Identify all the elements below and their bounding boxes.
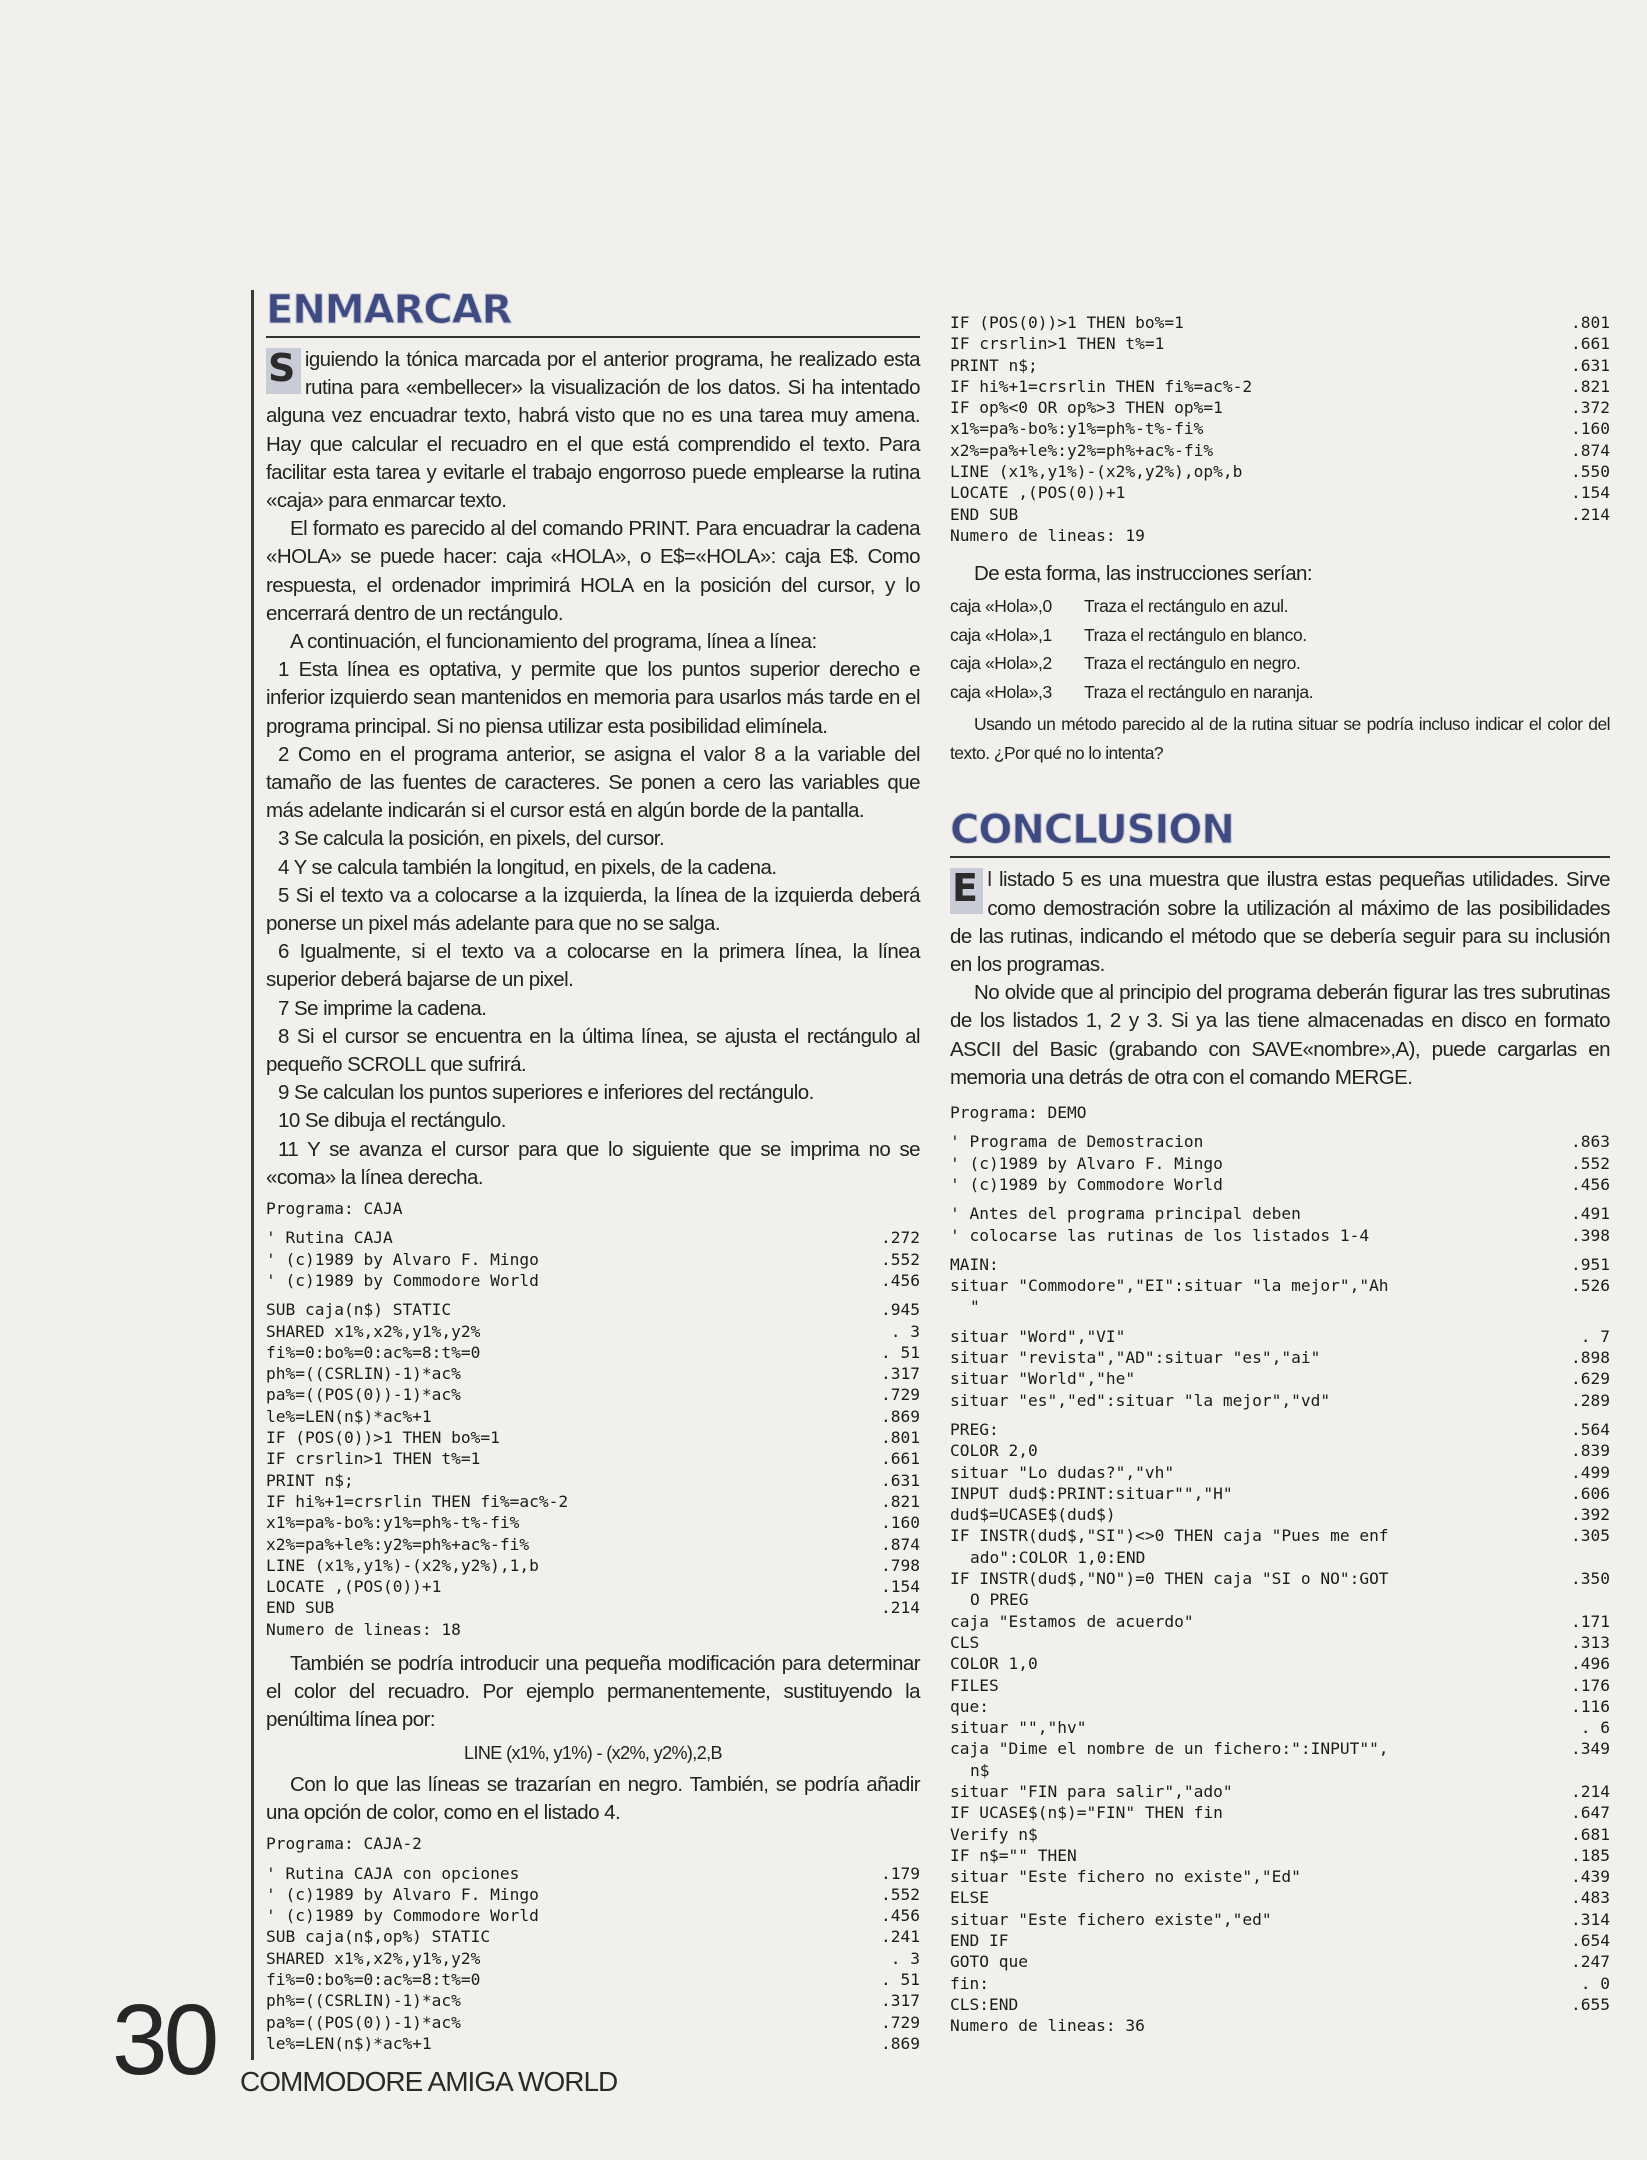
- code-line: [266, 1342, 920, 1363]
- code-text: ELSE: [950, 1888, 989, 1908]
- checksum: .350: [1571, 1569, 1610, 1589]
- checksum: .247: [1571, 1952, 1610, 1972]
- code-line: [950, 1462, 1610, 1483]
- step-item: 7 Se imprime la cadena.: [278, 996, 487, 1020]
- code-group: [950, 1326, 1610, 1411]
- code-line: [266, 1448, 920, 1469]
- code-text: IF crsrlin>1 THEN t%=1: [266, 1449, 481, 1469]
- code-text: IF crsrlin>1 THEN t%=1: [950, 334, 1165, 354]
- checksum: .214: [1571, 1782, 1610, 1801]
- checksum: [1552, 1296, 1610, 1317]
- code-line: [950, 461, 1610, 482]
- step-item: 11 Y se avanza el cursor para que lo siguiente que se imprima no se «coma» la línea derecha.: [266, 1137, 920, 1189]
- code-text: FILES: [950, 1675, 999, 1695]
- instructions-table: [950, 592, 1610, 706]
- checksum: .439: [1571, 1867, 1610, 1887]
- code-text: pa%=((POS(0))-1)*ac%: [266, 1385, 461, 1405]
- code-line: [950, 418, 1610, 439]
- code-text: x2%=pa%+le%:y2%=ph%+ac%-fi%: [266, 1534, 530, 1554]
- code-line: [950, 1225, 1610, 1246]
- code-text: x1%=pa%-bo%:y1%=ph%-t%-fi%: [950, 419, 1204, 439]
- heading-rule: [950, 856, 1610, 858]
- code-text: PRINT n$;: [950, 355, 1038, 375]
- listing-title: Programa: CAJA-2: [266, 1834, 422, 1854]
- code-text: ": [970, 1297, 980, 1317]
- code-line: [950, 1390, 1610, 1411]
- code-text: PREG:: [950, 1419, 999, 1439]
- code-line: [950, 397, 1610, 418]
- code-line: [950, 1675, 1610, 1696]
- checksum: .214: [1571, 504, 1610, 524]
- code-line: [950, 1368, 1610, 1389]
- code-text: situar "Lo dudas?","vh": [950, 1462, 1175, 1482]
- checksum: .456: [881, 1906, 920, 1926]
- paragraph: De esta forma, las instrucciones serían:: [974, 562, 1313, 586]
- checksum: .176: [1571, 1675, 1610, 1695]
- code-text: situar "World","he": [950, 1369, 1136, 1389]
- checksum: .317: [881, 1364, 920, 1384]
- code-line: [266, 1427, 920, 1448]
- checksum: .869: [881, 1406, 920, 1426]
- code-line: [950, 1326, 1610, 1347]
- code-text: CLS: [950, 1632, 980, 1652]
- code-line: [266, 1863, 920, 1884]
- code-text: CLS:END: [950, 1994, 1019, 2014]
- checksum: .874: [881, 1534, 920, 1554]
- code-line: [950, 1887, 1610, 1908]
- code-text: situar "Word","VI": [950, 1326, 1126, 1346]
- code-line: [266, 1576, 920, 1597]
- checksum: .179: [881, 1863, 920, 1883]
- instruction-description: Traza el rectángulo en azul.: [1084, 596, 1289, 617]
- code-line: [266, 2033, 920, 2054]
- checksum: .496: [1571, 1654, 1610, 1674]
- drop-cap: E: [950, 868, 983, 914]
- checksum: .564: [1571, 1419, 1610, 1439]
- instruction-row: [950, 678, 1610, 707]
- code-text: fin:: [950, 1973, 989, 1993]
- code-line: [266, 1249, 920, 1270]
- step-item: 4 Y se calcula también la longitud, en pixels, de la cadena.: [278, 855, 777, 879]
- code-line: [950, 1589, 1610, 1610]
- code-line: [266, 1321, 920, 1342]
- code-line: [950, 1951, 1610, 1972]
- code-line: [950, 1824, 1610, 1845]
- step-item: 5 Si el texto va a colocarse a la izquierda, la línea de la izquierda deberá ponerse un pixel más adelante para que no se salga.: [266, 883, 920, 936]
- code-text: INPUT dud$:PRINT:situar"","H": [950, 1483, 1233, 1503]
- instruction-row: [950, 649, 1610, 678]
- instruction-description: Traza el rectángulo en blanco.: [1084, 624, 1307, 645]
- step-item: 10 Se dibuja el rectángulo.: [278, 1109, 506, 1133]
- drop-cap: S: [266, 348, 301, 394]
- checksum: .647: [1571, 1803, 1610, 1823]
- step-item: 6 Igualmente, si el texto va a colocarse en la primera línea, la línea superior deberá bajarse de un pixel.: [266, 940, 920, 992]
- code-line: [266, 1406, 920, 1427]
- checksum: .874: [1571, 440, 1610, 460]
- code-group: [950, 1131, 1610, 1195]
- code-text: ' (c)1989 by Commodore World: [266, 1270, 539, 1290]
- code-line: [950, 1994, 1610, 2015]
- checksum: .372: [1571, 398, 1610, 418]
- checksum: .305: [1571, 1526, 1610, 1546]
- code-line: [950, 1845, 1610, 1866]
- code-line: [266, 1491, 920, 1512]
- code-group: [266, 1227, 920, 1291]
- step-item: 2 Como en el programa anterior, se asigna el valor 8 a la variable del tamaño de las fuentes de caracteres. Se ponen a cero las variables que más adelante indicarán si el cursor está en algún borde de la pantalla.: [266, 742, 920, 823]
- code-text: IF INSTR(dud$,"NO")=0 THEN caja "SI o NO":GOT: [950, 1569, 1389, 1589]
- code-line: [950, 1254, 1610, 1275]
- code-text: ' Programa de Demostracion: [950, 1132, 1204, 1152]
- checksum: .154: [881, 1577, 920, 1597]
- code-inline: LINE (x1%, y1%) - (x2%, y2%),2,B: [464, 1742, 722, 1763]
- checksum: .821: [881, 1491, 920, 1511]
- code-group: [266, 1926, 920, 2054]
- code-line: [266, 1534, 920, 1555]
- code-line: [950, 1781, 1610, 1802]
- code-group: [950, 1254, 1610, 1318]
- code-text: dud$=UCASE$(dud$): [950, 1505, 1116, 1525]
- code-line: [950, 1866, 1610, 1887]
- code-line: [950, 482, 1610, 503]
- code-text: IF (POS(0))>1 THEN bo%=1: [266, 1428, 500, 1448]
- checksum: .654: [1571, 1931, 1610, 1951]
- checksum: . 3: [890, 1948, 920, 1968]
- code-text: situar "Commodore","EI":situar "la mejor","Ah: [950, 1276, 1389, 1296]
- checksum: .839: [1571, 1441, 1610, 1461]
- code-line: [266, 1384, 920, 1405]
- code-line: [266, 1470, 920, 1491]
- code-text: END SUB: [266, 1598, 335, 1618]
- code-line: [950, 1275, 1610, 1296]
- checksum: . 6: [1580, 1718, 1610, 1738]
- code-text: IF n$="" THEN: [950, 1845, 1077, 1865]
- checksum: .798: [881, 1555, 920, 1575]
- code-group: [950, 1203, 1610, 1246]
- code-text: ado":COLOR 1,0:END: [970, 1547, 1146, 1567]
- instruction-command: caja «Hola»,1: [950, 624, 1052, 645]
- checksum: [1552, 1760, 1610, 1781]
- code-line: [950, 1296, 1610, 1317]
- checksum: .631: [1571, 355, 1610, 375]
- section-heading-enmarcar: ENMARCAR: [266, 287, 512, 333]
- code-line: [266, 2012, 920, 2033]
- checksum: .631: [881, 1470, 920, 1490]
- instruction-description: Traza el rectángulo en naranja.: [1084, 681, 1314, 702]
- instruction-description: Traza el rectángulo en negro.: [1084, 653, 1301, 674]
- code-line: [950, 1802, 1610, 1823]
- code-line: [266, 1512, 920, 1533]
- checksum: .801: [881, 1428, 920, 1448]
- code-line: [950, 312, 1610, 333]
- instruction-command: caja «Hola»,2: [950, 653, 1052, 674]
- code-text: IF (POS(0))>1 THEN bo%=1: [950, 313, 1184, 332]
- code-text: LINE (x1%,y1%)-(x2%,y2%),1,b: [266, 1555, 539, 1575]
- code-text: MAIN:: [950, 1254, 999, 1274]
- code-text: ' (c)1989 by Alvaro F. Mingo: [950, 1153, 1223, 1173]
- checksum: .661: [1571, 334, 1610, 354]
- code-line: [266, 1926, 920, 1947]
- code-text: que:: [950, 1696, 989, 1716]
- code-text: ' (c)1989 by Commodore World: [950, 1174, 1223, 1194]
- paragraph: También se podría introducir una pequeña modificación para determinar el color del recuadro. Por ejemplo permanentemente, sustituyendo la penúltima línea por:: [266, 1652, 920, 1732]
- code-text: fi%=0:bo%=0:ac%=8:t%=0: [266, 1342, 481, 1362]
- magazine-title: COMMODORE AMIGA WORLD: [240, 2066, 618, 2097]
- paragraph: El formato es parecido al del comando PRINT. Para encuadrar la cadena «HOLA» se puede hacer: caja «HOLA», o E$=«HOLA»: caja E$. Como respuesta, el ordenador imprimirá HOLA en la posición del cursor, y lo encerrará dentro de un rectángulo.: [266, 517, 920, 625]
- code-text: IF UCASE$(n$)="FIN" THEN fin: [950, 1803, 1223, 1823]
- code-text: SUB caja(n$) STATIC: [266, 1300, 452, 1320]
- code-line: [950, 1174, 1610, 1195]
- code-text: caja "Dime el nombre de un fichero:":INPUT"",: [950, 1739, 1389, 1759]
- checksum: .398: [1571, 1225, 1610, 1245]
- code-text: le%=LEN(n$)*ac%+1: [266, 1406, 432, 1426]
- code-line: [950, 1611, 1610, 1632]
- code-text: END IF: [950, 1931, 1009, 1951]
- code-text: x2%=pa%+le%:y2%=ph%+ac%-fi%: [950, 440, 1214, 460]
- checksum: .499: [1571, 1462, 1610, 1482]
- code-listing-caja: [266, 1198, 920, 1640]
- code-text: ph%=((CSRLIN)-1)*ac%: [266, 1991, 461, 2011]
- checksum: .552: [881, 1249, 920, 1269]
- code-text: IF hi%+1=crsrlin THEN fi%=ac%-2: [950, 376, 1253, 396]
- code-line: [950, 376, 1610, 397]
- code-text: COLOR 1,0: [950, 1654, 1038, 1674]
- instruction-command: caja «Hola»,3: [950, 681, 1052, 702]
- code-group: [950, 312, 1610, 525]
- code-line: [950, 1419, 1610, 1440]
- code-line: [950, 1483, 1610, 1504]
- code-line: [950, 1973, 1610, 1994]
- checksum: .392: [1571, 1505, 1610, 1525]
- code-line: [266, 1990, 920, 2011]
- code-line: [950, 355, 1610, 376]
- code-text: SUB caja(n$,op%) STATIC: [266, 1927, 491, 1947]
- checksum: .289: [1571, 1390, 1610, 1410]
- listing-title: Programa: CAJA: [266, 1199, 403, 1219]
- code-text: ph%=((CSRLIN)-1)*ac%: [266, 1364, 461, 1384]
- paragraph: Con lo que las líneas se trazarían en negro. También, se podría añadir una opción de color, como en el listado 4.: [266, 1772, 920, 1825]
- code-text: situar "","hv": [950, 1718, 1087, 1738]
- code-text: PRINT n$;: [266, 1470, 354, 1490]
- checksum: . 3: [890, 1321, 920, 1341]
- heading-rule: [266, 336, 920, 338]
- checksum: .272: [881, 1228, 920, 1248]
- checksum: .317: [881, 1991, 920, 2011]
- code-text: Verify n$: [950, 1824, 1038, 1844]
- checksum: .550: [1571, 462, 1610, 482]
- code-line: [950, 1203, 1610, 1224]
- checksum: .729: [881, 2012, 920, 2032]
- checksum: .821: [1571, 376, 1610, 396]
- code-line: [950, 1153, 1610, 1174]
- code-line: [266, 1555, 920, 1576]
- line-count: Numero de lineas: 36: [950, 2016, 1145, 2036]
- code-text: situar "FIN para salir","ado": [950, 1782, 1233, 1801]
- code-line: [950, 1131, 1610, 1152]
- code-line: [950, 1504, 1610, 1525]
- code-line: [950, 504, 1610, 525]
- code-text: COLOR 2,0: [950, 1441, 1038, 1461]
- code-line: [266, 1597, 920, 1618]
- checksum: .681: [1571, 1824, 1610, 1844]
- checksum: .160: [1571, 419, 1610, 439]
- code-text: le%=LEN(n$)*ac%+1: [266, 2033, 432, 2053]
- page-number: 30: [112, 1984, 216, 2096]
- checksum: .552: [1571, 1153, 1610, 1173]
- code-line: [950, 440, 1610, 461]
- instruction-row: [950, 592, 1610, 621]
- code-text: ' (c)1989 by Alvaro F. Mingo: [266, 1249, 539, 1269]
- code-listing-caja-2-continued: [950, 312, 1610, 546]
- code-line: [950, 1909, 1610, 1930]
- code-line: [950, 1568, 1610, 1589]
- checksum: . 51: [881, 1342, 920, 1362]
- code-line: [266, 1270, 920, 1291]
- paragraph: Usando un método parecido al de la rutina situar se podría incluso indicar el color del texto. ¿Por qué no lo intenta?: [950, 714, 1610, 764]
- code-text: O PREG: [970, 1590, 1029, 1610]
- code-line: [950, 1632, 1610, 1653]
- step-item: 1 Esta línea es optativa, y permite que los puntos superior derecho e inferior izquierdo sean mantenidos en memoria para usarlos más tarde en el programa principal. Si no piensa utilizar esta posibilidad elimínela.: [266, 658, 920, 738]
- code-line: [266, 1948, 920, 1969]
- code-text: ' colocarse las rutinas de los listados 1-4: [950, 1225, 1370, 1245]
- checksum: .241: [881, 1927, 920, 1947]
- code-text: situar "Este fichero existe","ed": [950, 1909, 1272, 1929]
- code-text: IF op%<0 OR op%>3 THEN op%=1: [950, 398, 1223, 418]
- line-count: Numero de lineas: 18: [266, 1619, 461, 1639]
- step-item: 3 Se calcula la posición, en pixels, del cursor.: [278, 827, 665, 851]
- checksum: .951: [1571, 1254, 1610, 1274]
- code-line: [950, 1717, 1610, 1738]
- code-line: [266, 1969, 920, 1990]
- code-text: ' Antes del programa principal deben: [950, 1204, 1301, 1224]
- checksum: .313: [1571, 1632, 1610, 1652]
- paragraph: A continuación, el funcionamiento del programa, línea a línea:: [290, 630, 817, 654]
- paragraph: No olvide que al principio del programa deberán figurar las tres subrutinas de los listados 1, 2 y 3. Si ya las tiene almacenadas en disco en formato ASCII del Basic (grabando con SAVE«nombre»,A), puede cargarlas en memoria una detrás de otra con el comando MERGE.: [950, 981, 1610, 1089]
- checksum: . 0: [1580, 1973, 1610, 1993]
- code-text: fi%=0:bo%=0:ac%=8:t%=0: [266, 1970, 481, 1990]
- code-line: [266, 1884, 920, 1905]
- step-item: 8 Si el cursor se encuentra en la última línea, se ajusta el rectángulo al pequeño SCROLL que sufrirá.: [266, 1024, 920, 1077]
- code-text: caja "Estamos de acuerdo": [950, 1611, 1194, 1631]
- checksum: .160: [881, 1513, 920, 1533]
- checksum: .661: [881, 1449, 920, 1469]
- checksum: .456: [881, 1270, 920, 1290]
- checksum: .116: [1571, 1696, 1610, 1716]
- instruction-row: [950, 621, 1610, 650]
- code-line: [266, 1227, 920, 1248]
- code-text: LOCATE ,(POS(0))+1: [950, 483, 1126, 503]
- code-line: [950, 333, 1610, 354]
- checksum: .629: [1571, 1369, 1610, 1389]
- checksum: .863: [1571, 1132, 1610, 1152]
- code-line: [950, 1653, 1610, 1674]
- checksum: .552: [881, 1884, 920, 1904]
- code-group: [266, 1299, 920, 1618]
- checksum: .456: [1571, 1174, 1610, 1194]
- code-text: GOTO que: [950, 1952, 1028, 1972]
- code-text: pa%=((POS(0))-1)*ac%: [266, 2012, 461, 2032]
- code-text: n$: [970, 1760, 990, 1780]
- code-line: [950, 1930, 1610, 1951]
- code-text: LINE (x1%,y1%)-(x2%,y2%),op%,b: [950, 462, 1243, 482]
- checksum: .214: [881, 1598, 920, 1618]
- intro-text: iguiendo la tónica marcada por el anterior programa, he realizado esta rutina para «embellecer» la visualización de los datos. Si ha intentado alguna vez encuadrar texto, habrá visto que no es una tarea muy amena. Hay que calcular el recuadro en el que está comprendido el texto. Para facilitar esta tarea y evitarle el trabajo engorroso puede emplearse la rutina «caja» para enmarcar texto.: [266, 348, 920, 513]
- checksum: .606: [1571, 1483, 1610, 1503]
- checksum: .655: [1571, 1994, 1610, 2014]
- code-line: [266, 1363, 920, 1384]
- checksum: .729: [881, 1385, 920, 1405]
- code-text: ' Rutina CAJA: [266, 1228, 393, 1248]
- code-text: END SUB: [950, 504, 1019, 524]
- code-group: [266, 1863, 920, 1927]
- steps-list: [266, 656, 920, 1192]
- code-text: LOCATE ,(POS(0))+1: [266, 1577, 442, 1597]
- listing-title: Programa: DEMO: [950, 1103, 1087, 1123]
- code-text: IF hi%+1=crsrlin THEN fi%=ac%-2: [266, 1491, 569, 1511]
- code-listing-demo: [950, 1102, 1610, 2036]
- code-line: [950, 1440, 1610, 1461]
- checksum: .171: [1571, 1611, 1610, 1631]
- code-line: [950, 1525, 1610, 1546]
- conclusion-text: l listado 5 es una muestra que ilustra estas pequeñas utilidades. Sirve como demostración sobre la utilización al máximo de las posibilidades de las rutinas, indicando el método que se debería seguir para su inclusión en los programas.: [950, 868, 1610, 977]
- checksum: .185: [1571, 1845, 1610, 1865]
- code-line: [950, 1347, 1610, 1368]
- checksum: .869: [881, 2033, 920, 2053]
- checksum: .483: [1571, 1888, 1610, 1908]
- checksum: .491: [1571, 1204, 1610, 1224]
- instruction-command: caja «Hola»,0: [950, 596, 1052, 617]
- checksum: [1552, 1589, 1610, 1610]
- conclusion-paragraph: [950, 866, 1610, 979]
- checksum: .349: [1571, 1739, 1610, 1759]
- code-line: [266, 1299, 920, 1320]
- intro-paragraph: [266, 346, 920, 515]
- code-text: IF INSTR(dud$,"SI")<>0 THEN caja "Pues me enf: [950, 1526, 1389, 1546]
- code-text: SHARED x1%,x2%,y1%,y2%: [266, 1948, 481, 1968]
- checksum: .314: [1571, 1909, 1610, 1929]
- checksum: .801: [1571, 313, 1610, 332]
- column-rule: [251, 290, 254, 2060]
- code-line: [266, 1905, 920, 1926]
- left-column: [266, 288, 920, 2054]
- code-group: [950, 1419, 1610, 2015]
- checksum: . 7: [1580, 1326, 1610, 1346]
- checksum: .945: [881, 1300, 920, 1320]
- line-count: Numero de lineas: 19: [950, 525, 1145, 545]
- code-line: [950, 1760, 1610, 1781]
- code-text: ' (c)1989 by Commodore World: [266, 1906, 539, 1926]
- code-line: [950, 1738, 1610, 1759]
- code-text: ' Rutina CAJA con opciones: [266, 1863, 520, 1883]
- code-text: situar "es","ed":situar "la mejor","vd": [950, 1390, 1331, 1410]
- checksum: .154: [1571, 483, 1610, 503]
- checksum: [1552, 1547, 1610, 1568]
- code-line: [950, 1547, 1610, 1568]
- section-heading-conclusion: CONCLUSION: [950, 807, 1234, 854]
- code-text: situar "Este fichero no existe","Ed": [950, 1867, 1301, 1887]
- code-line: [950, 1696, 1610, 1717]
- code-text: x1%=pa%-bo%:y1%=ph%-t%-fi%: [266, 1513, 520, 1533]
- code-text: ' (c)1989 by Alvaro F. Mingo: [266, 1884, 539, 1904]
- checksum: . 51: [881, 1970, 920, 1990]
- code-text: situar "revista","AD":situar "es","ai": [950, 1348, 1321, 1368]
- code-listing-caja-2: [266, 1833, 920, 2054]
- checksum: .898: [1571, 1348, 1610, 1368]
- right-column: [950, 312, 1610, 2043]
- checksum: .526: [1571, 1276, 1610, 1296]
- code-text: SHARED x1%,x2%,y1%,y2%: [266, 1321, 481, 1341]
- step-item: 9 Se calculan los puntos superiores e inferiores del rectángulo.: [278, 1081, 814, 1105]
